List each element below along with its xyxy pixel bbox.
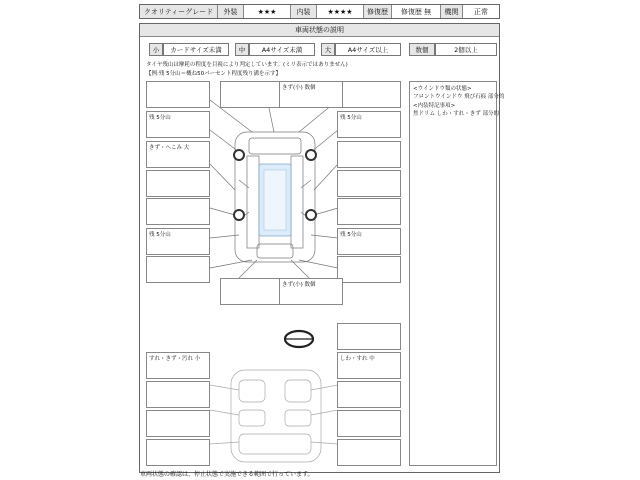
damage-box-left-2: [146, 111, 210, 138]
engine-label: 機関: [441, 5, 463, 18]
damage-box-left-3: [146, 141, 210, 168]
interior-left-damage-label: すれ・きず・汚れ 小: [149, 356, 201, 362]
right-rear-tire-label: 残 5分山: [340, 232, 362, 238]
quality-grade-label: クオリティーグレード: [140, 5, 218, 18]
damage-box-left-1: [146, 81, 210, 108]
legend-small-desc: カードサイズ未満: [163, 43, 229, 56]
rear-damage-label: きず(小) 数個: [282, 282, 316, 288]
damage-box-right-5: [337, 198, 401, 225]
window-condition-detail: フロントウインドウ 飛び石痕 部分的: [413, 94, 505, 100]
engine-value: 正常: [474, 7, 488, 16]
section-title: 車両状態の説明: [140, 24, 499, 37]
tire-example-note: 【例:残 5分山＝概ね50パーセント程度残り溝を示す】: [146, 71, 281, 77]
interior-label: 内装: [291, 5, 317, 18]
interior-remarks-detail: 焦ドリム しわ・すれ・きず 部分的: [413, 111, 499, 117]
interior-rating: ★★★★: [317, 5, 364, 18]
repair-history-value: 修復歴 無: [392, 5, 441, 18]
interior-remarks-title: <内装特記事項>: [413, 103, 456, 109]
damage-box-left-5: [146, 198, 210, 225]
damage-box-top-right: [279, 81, 343, 108]
damage-box-right-1: [337, 81, 401, 108]
legend-several-label: 数個: [409, 43, 435, 56]
damage-box-right-2: [337, 111, 401, 138]
damage-box-left-6: [146, 228, 210, 255]
top-damage-label: きず(小) 数個: [282, 85, 316, 91]
legend-large-desc: A4サイズ以上: [335, 43, 401, 56]
window-condition-title: <ウインドウ類の状態>: [413, 86, 472, 92]
right-front-tire-label: 残 5分山: [340, 115, 362, 121]
damage-box-right-10: [337, 381, 401, 408]
legend-large-label: 大: [321, 43, 335, 56]
interior-right-damage-label: しわ・すれ 中: [340, 356, 375, 362]
damage-box-right-3: [337, 141, 401, 168]
exterior-label: 外装: [218, 5, 244, 18]
damage-box-right-8: [337, 323, 401, 350]
left-front-tire-label: 残 5分山: [149, 115, 171, 121]
damage-box-left-10: [146, 410, 210, 437]
left-rear-tire-label: 残 5分山: [149, 232, 171, 238]
damage-box-top-left: [220, 81, 284, 108]
legend-medium-desc: A4サイズ未満: [249, 43, 315, 56]
legend-several-desc: 2個以上: [435, 43, 497, 56]
damage-box-right-6: [337, 228, 401, 255]
damage-box-right-9: [337, 352, 401, 379]
legend-medium-label: 中: [235, 43, 249, 56]
damage-box-left-7: [146, 256, 210, 283]
damage-box-bottom-left: [220, 278, 284, 305]
damage-box-left-11: [146, 439, 210, 466]
left-side-damage-label: きず・へこみ 大: [149, 145, 190, 151]
damage-box-left-8: [146, 352, 210, 379]
damage-box-right-7: [337, 256, 401, 283]
damage-box-right-12: [337, 439, 401, 466]
footer-note: 車両状態の確認は、停止状態で実施できる範囲で行っています。: [140, 471, 314, 478]
damage-box-right-4: [337, 170, 401, 197]
damage-box-left-4: [146, 170, 210, 197]
tire-note: タイヤ残山は摩耗の程度を目視により判定しています。(ミリ表示ではありません): [146, 62, 348, 68]
legend-small-label: 小: [149, 43, 163, 56]
damage-box-left-9: [146, 381, 210, 408]
damage-box-bottom-right: [279, 278, 343, 305]
quality-grade-table: [139, 4, 500, 19]
exterior-rating: ★★★: [244, 5, 291, 18]
remarks-panel: [409, 81, 505, 466]
repair-history-label: 修復歴: [364, 5, 392, 18]
damage-box-right-11: [337, 410, 401, 437]
